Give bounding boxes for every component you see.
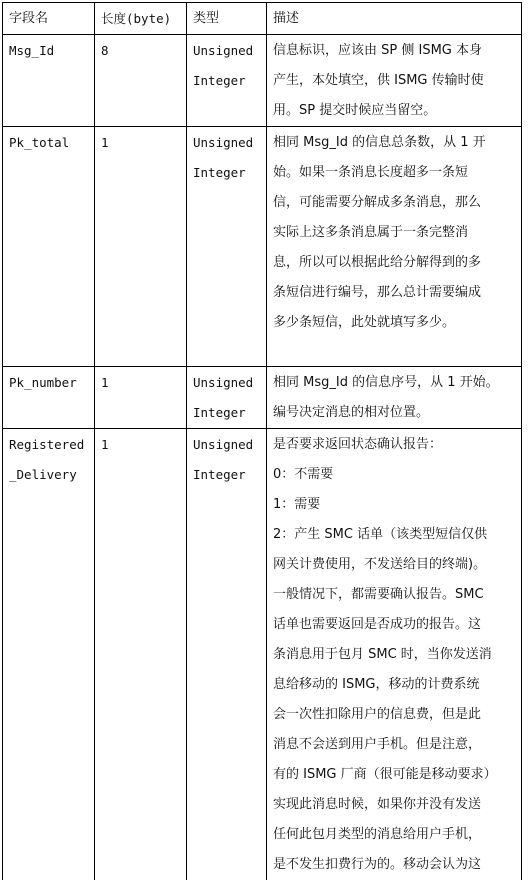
description-line: 信，可能需要分解成多条消息，那么 xyxy=(273,188,518,218)
field-name-cell xyxy=(3,35,95,127)
description-line: 会一次性扣除用户的信息费，但是此 xyxy=(273,700,518,730)
table-row xyxy=(3,367,522,429)
description-cell xyxy=(267,429,522,880)
field-name: Msg_Id xyxy=(9,36,90,66)
field-name: Registered xyxy=(9,430,90,460)
description-line: 1：需要 xyxy=(273,490,518,520)
type-line: Integer xyxy=(193,158,262,188)
field-name-cell xyxy=(3,127,95,367)
length-cell: 8 xyxy=(95,35,187,127)
description-line: 产生，本处填空，供 ISMG 传输时使 xyxy=(273,66,518,96)
description-line: 用。SP 提交时候应当留空。 xyxy=(273,96,518,126)
type-line: Unsigned xyxy=(193,36,262,66)
field-name-cell xyxy=(3,367,95,429)
type-cell xyxy=(187,367,267,429)
description-line: 有的 ISMG 厂商（很可能是移动要求） xyxy=(273,760,518,790)
length-cell: 1 xyxy=(95,367,187,429)
length-cell: 1 xyxy=(95,429,187,880)
field-name: _Delivery xyxy=(9,460,90,490)
description-line: 条短信进行编号，那么总计需要编成 xyxy=(273,278,518,308)
type-line: Unsigned xyxy=(193,430,262,460)
field-definition-table xyxy=(2,2,522,880)
field-name: Pk_total xyxy=(9,128,90,158)
type-line: Unsigned xyxy=(193,368,262,398)
type-cell xyxy=(187,35,267,127)
description-line: 多少条短信，此处就填写多少。 xyxy=(273,308,518,338)
table-header-row xyxy=(3,3,522,35)
description-cell xyxy=(267,127,522,367)
table-row xyxy=(3,127,522,367)
table-row xyxy=(3,429,522,880)
type-line: Unsigned xyxy=(193,128,262,158)
type-line: Integer xyxy=(193,398,262,428)
type-line: Integer xyxy=(193,460,262,490)
description-line: 息给移动的 ISMG，移动的计费系统 xyxy=(273,670,518,700)
header-length: 长度(byte) xyxy=(95,3,187,35)
description-line: 息，所以可以根据此给分解得到的多 xyxy=(273,248,518,278)
header-type: 类型 xyxy=(187,3,267,35)
description-line: 相同 Msg_Id 的信息总条数，从 1 开 xyxy=(273,128,518,158)
description-cell xyxy=(267,367,522,429)
description-line: 消息不会送到用户手机。但是注意， xyxy=(273,730,518,760)
description-line: 是不发生扣费行为的。移动会认为这 xyxy=(273,850,518,880)
field-name-cell xyxy=(3,429,95,880)
description-line: 相同 Msg_Id 的信息序号，从 1 开始。 xyxy=(273,368,518,398)
type-line: Integer xyxy=(193,66,262,96)
header-description: 描述 xyxy=(267,3,522,35)
table-row xyxy=(3,35,522,127)
description-line: 网关计费使用，不发送给目的终端)。 xyxy=(273,550,518,580)
description-line: 任何此包月类型的消息给用户手机， xyxy=(273,820,518,850)
description-line: 是否要求返回状态确认报告： xyxy=(273,430,518,460)
description-line: 实现此消息时候，如果你并没有发送 xyxy=(273,790,518,820)
description-line: 实际上这多条消息属于一条完整消 xyxy=(273,218,518,248)
description-line: 始。如果一条消息长度超多一条短 xyxy=(273,158,518,188)
type-cell xyxy=(187,429,267,880)
length-cell: 1 xyxy=(95,127,187,367)
description-line: 信息标识，应该由 SP 侧 ISMG 本身 xyxy=(273,36,518,66)
description-line: 话单也需要返回是否成功的报告。这 xyxy=(273,610,518,640)
description-line: 条消息用于包月 SMC 时，当你发送消 xyxy=(273,640,518,670)
header-field: 字段名 xyxy=(3,3,95,35)
description-line: 2：产生 SMC 话单（该类型短信仅供 xyxy=(273,520,518,550)
description-cell xyxy=(267,35,522,127)
type-cell xyxy=(187,127,267,367)
description-line: 一般情况下，都需要确认报告。SMC xyxy=(273,580,518,610)
field-name: Pk_number xyxy=(9,368,90,398)
description-line: 0：不需要 xyxy=(273,460,518,490)
description-line: 编号决定消息的相对位置。 xyxy=(273,398,518,428)
